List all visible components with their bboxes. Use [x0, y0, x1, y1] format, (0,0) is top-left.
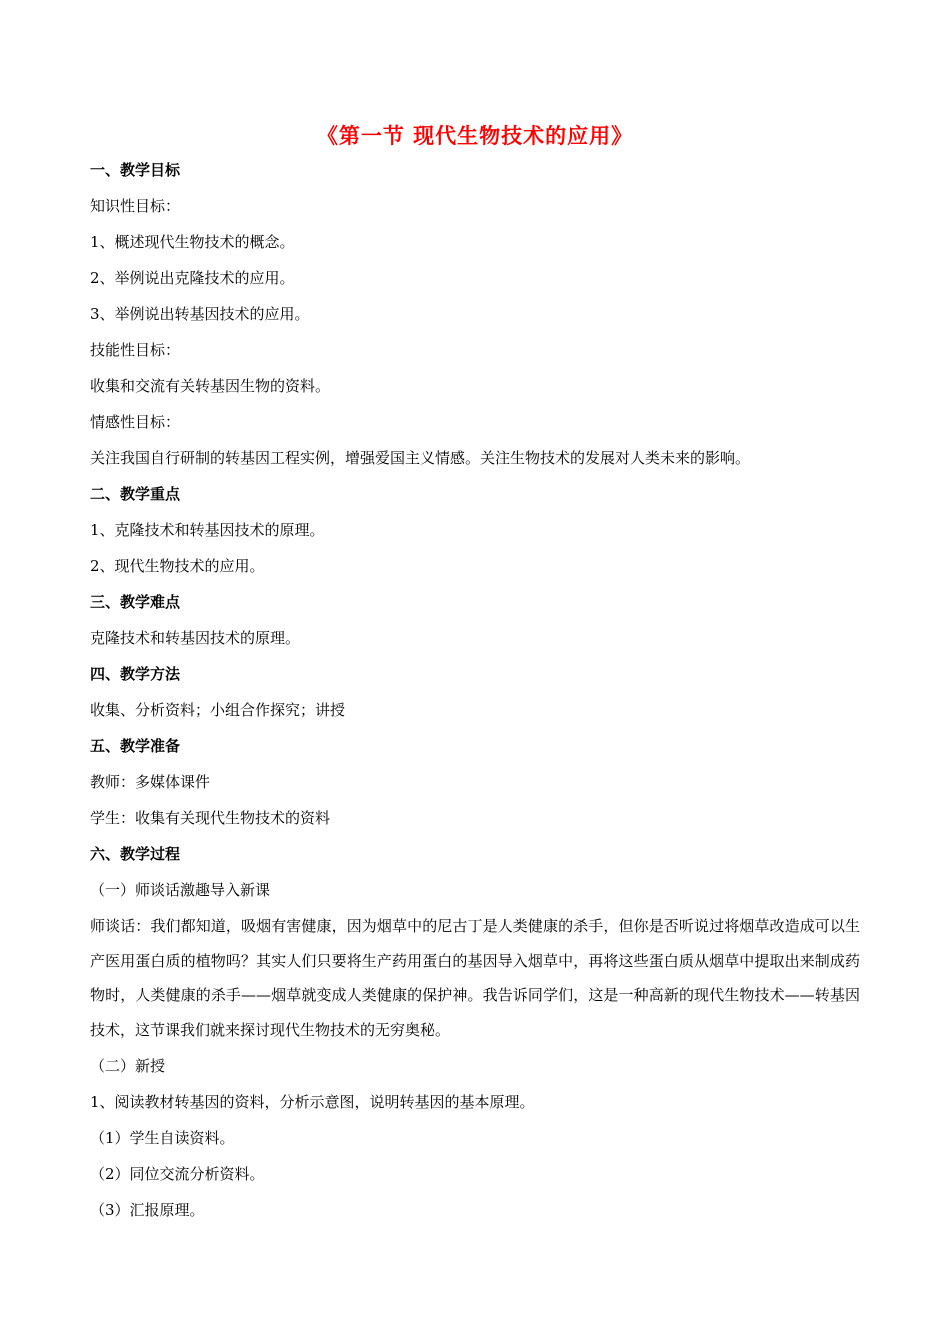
text-line: 关注我国自行研制的转基因工程实例，增强爱国主义情感。关注生物技术的发展对人类未来的影响。 — [90, 449, 751, 467]
text-line: （3）汇报原理。 — [90, 1201, 205, 1219]
section-heading: 三、教学难点 — [90, 593, 181, 611]
text-line: 情感性目标： — [90, 413, 181, 431]
section-heading: 二、教学重点 — [90, 485, 181, 503]
text-line: 克隆技术和转基因技术的原理。 — [90, 629, 301, 647]
text-line: 教师：多媒体课件 — [90, 773, 211, 791]
text-line: 2、现代生物技术的应用。 — [90, 557, 265, 575]
text-line: （2）同位交流分析资料。 — [90, 1165, 265, 1183]
text-line: 收集和交流有关转基因生物的资料。 — [90, 377, 331, 395]
paragraph: 师谈话：我们都知道，吸烟有害健康，因为烟草中的尼古丁是人类健康的杀手，但你是否听说过将烟草改造成可以生产医用蛋白质的植物吗？其实人们只要将生产药用蛋白的基因导入烟草中，再将这些蛋白质从烟草中提取出来制成药物时，人类健康的杀手——烟草就变成人类健康的保护神。我告诉同学们，这是一种高新的现代生物技术——转基因技术，这节课我们就来探讨现代生物技术的无穷奥秘。 — [90, 917, 860, 1039]
text-line: 3、举例说出转基因技术的应用。 — [90, 305, 310, 323]
text-line: 1、克隆技术和转基因技术的原理。 — [90, 521, 325, 539]
text-line: 知识性目标： — [90, 197, 181, 215]
document-body — [90, 160, 860, 1236]
text-line: 技能性目标： — [90, 341, 181, 359]
text-line: 2、举例说出克隆技术的应用。 — [90, 269, 295, 287]
text-line: 1、阅读教材转基因的资料，分析示意图，说明转基因的基本原理。 — [90, 1093, 535, 1111]
document-title: 《第一节 现代生物技术的应用》 — [316, 124, 634, 148]
text-line: （一）师谈话激趣导入新课 — [90, 881, 271, 899]
text-line: 1、概述现代生物技术的概念。 — [90, 233, 295, 251]
text-line: 收集、分析资料；小组合作探究；讲授 — [90, 701, 346, 719]
section-heading: 五、教学准备 — [90, 737, 181, 755]
section-heading: 一、教学目标 — [90, 161, 181, 179]
text-line: （二）新授 — [90, 1057, 166, 1075]
section-heading: 四、教学方法 — [90, 665, 181, 683]
text-line: 学生：收集有关现代生物技术的资料 — [90, 809, 331, 827]
text-line: （1）学生自读资料。 — [90, 1129, 235, 1147]
section-heading: 六、教学过程 — [90, 845, 181, 863]
